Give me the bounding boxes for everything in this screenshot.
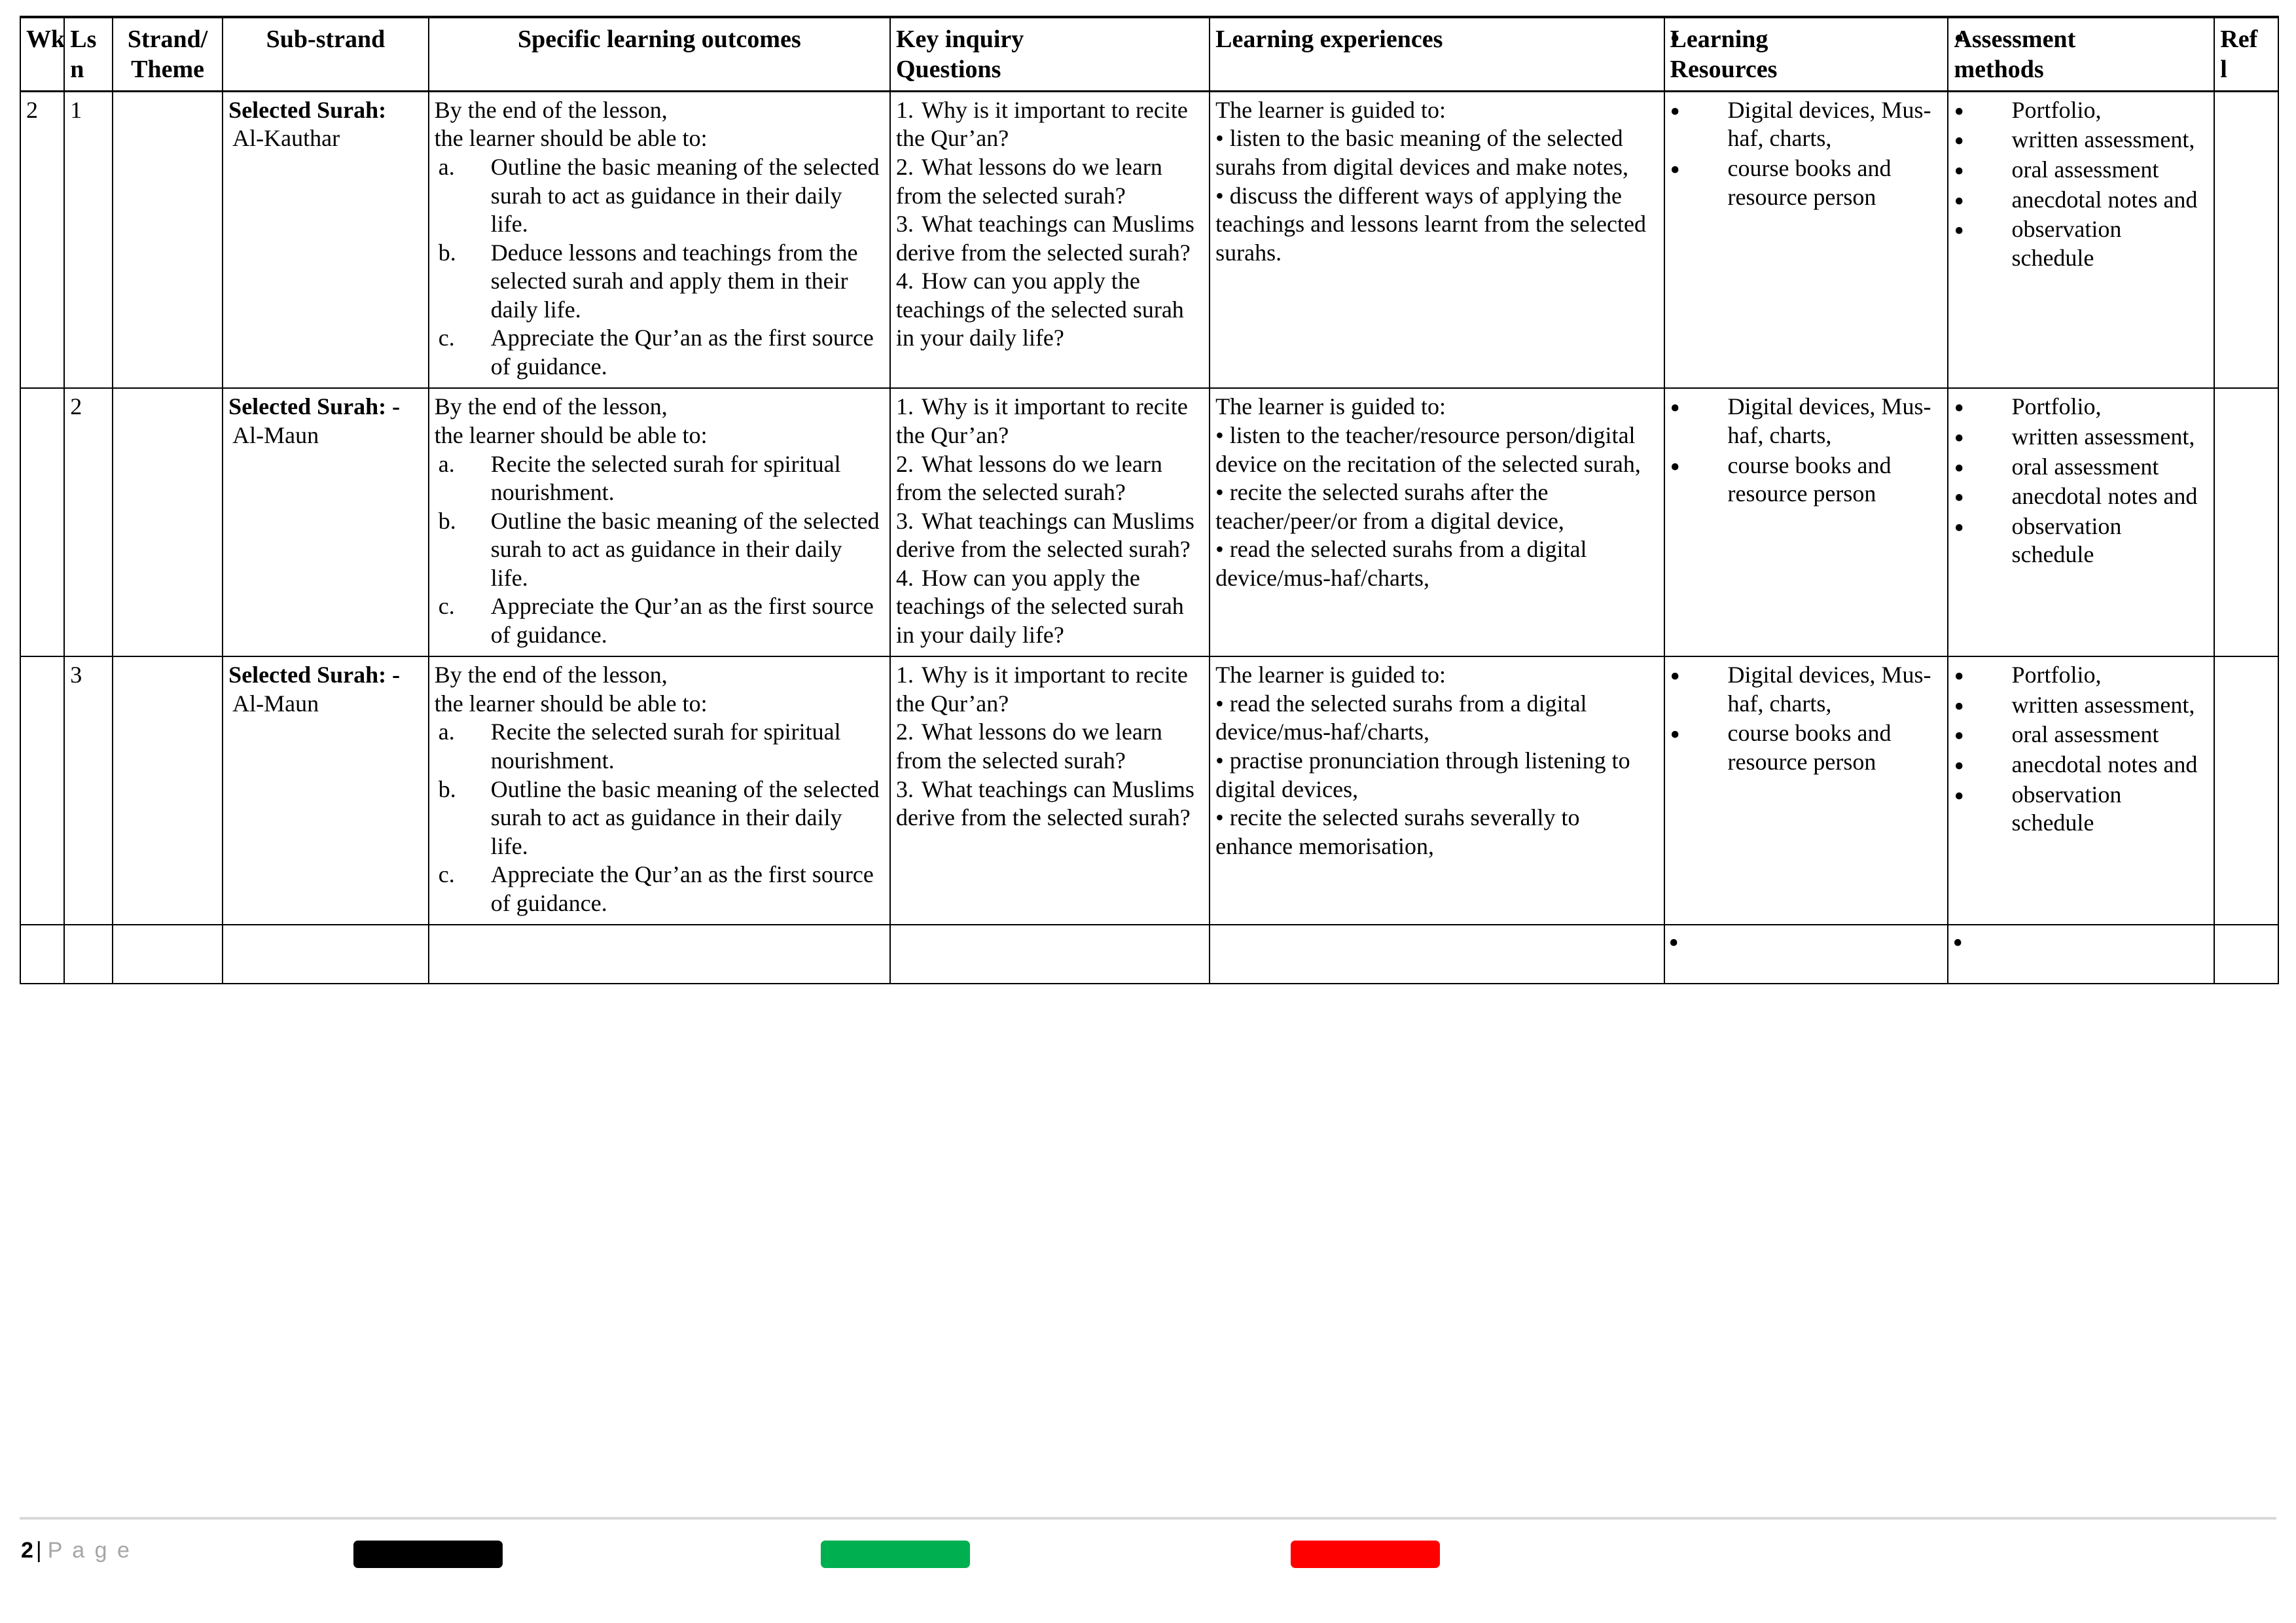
kiq-item — [896, 267, 1204, 353]
kiq-item-marker: 1. — [895, 393, 914, 420]
table-body — [20, 91, 2278, 984]
column-header-ref — [2214, 17, 2278, 91]
column-header-asm-line2: methods — [1954, 55, 2044, 83]
lesson-value: 3 — [70, 662, 82, 688]
slo-list — [435, 450, 884, 650]
red-swatch — [1291, 1541, 1440, 1568]
sub-strand-name: Al-Maun — [232, 690, 319, 717]
kiq-item — [896, 450, 1204, 507]
column-header-strand-line2: Theme — [131, 55, 205, 83]
slo-item-marker: b. — [438, 776, 456, 802]
column-header-asm-line1: Assessment — [1954, 26, 2076, 53]
kiq-item — [896, 507, 1204, 564]
kiq-item-marker: 4. — [895, 268, 914, 294]
slo-item-text: Appreciate the Qur’an as the first source of guidance. — [490, 593, 874, 648]
slo-list — [435, 718, 884, 918]
asm-item: • oral assessment — [1954, 721, 2208, 749]
cell-week — [20, 91, 64, 388]
slo-item-marker: c. — [438, 861, 455, 888]
table-row — [20, 91, 2278, 388]
lres-list — [1670, 661, 1943, 776]
asm-item: • observation schedule — [1954, 215, 2208, 272]
cell-key-inquiry-questions — [890, 91, 1210, 388]
cell-key-inquiry-questions — [890, 925, 1210, 984]
cell-specific-learning-outcomes — [429, 656, 890, 925]
lex-list — [1215, 421, 1658, 592]
lres-item: • Digital devices, Mus-haf, charts, — [1670, 96, 1943, 153]
lex-item: • recite the selected surahs after the teacher/peer/or from a digital device, — [1215, 479, 1564, 534]
cell-lesson — [64, 925, 113, 984]
lex-lead: The learner is guided to: — [1215, 662, 1446, 688]
footer-divider — [20, 1517, 2276, 1520]
lres-item: • Digital devices, Mus-haf, charts, — [1670, 661, 1943, 718]
lres-item: • Digital devices, Mus-haf, charts, — [1670, 393, 1943, 450]
cell-strand — [113, 925, 223, 984]
column-header-lesson — [64, 17, 113, 91]
table-row — [20, 656, 2278, 925]
cell-week — [20, 656, 64, 925]
kiq-item-text: What lessons do we learn from the selected surah? — [895, 450, 1162, 506]
column-header-kiq-line2: Questions — [895, 55, 1001, 83]
cell-ref — [2214, 925, 2278, 984]
column-header-wk — [20, 17, 64, 91]
slo-item — [435, 718, 884, 775]
sub-strand-name: Al-Kauthar — [232, 125, 340, 152]
slo-item-marker: c. — [438, 593, 455, 620]
cell-lesson — [64, 388, 113, 656]
asm-item: • observation schedule — [1954, 781, 2208, 838]
lex-item: • practise pronunciation through listening to digital devices, — [1215, 747, 1630, 802]
slo-item — [435, 507, 884, 593]
lres-item: • course books and resource person — [1670, 452, 1943, 508]
slo-item-text: Deduce lessons and teachings from the selected surah and apply them in their daily life. — [490, 239, 858, 323]
cell-strand — [113, 91, 223, 388]
slo-item-marker: c. — [438, 325, 455, 351]
kiq-item-marker: 3. — [895, 507, 914, 534]
slo-lead-line2: the learner should be able to: — [434, 125, 708, 152]
slo-item-marker: b. — [438, 507, 456, 534]
sub-strand-title: Selected Surah: — [228, 96, 387, 123]
lex-list — [1215, 124, 1658, 267]
lres-list — [1670, 96, 1943, 211]
asm-item: • observation schedule — [1954, 512, 2208, 569]
kiq-item-text: What teachings can Muslims derive from the selected surah? — [895, 507, 1194, 563]
column-header-strand-line1: Strand/ — [127, 26, 208, 53]
column-header-key-inquiry-questions — [890, 17, 1210, 91]
kiq-item-text: Why is it important to recite the Qur’an? — [895, 393, 1188, 448]
slo-item — [435, 324, 884, 381]
lesson-value: 1 — [70, 96, 82, 123]
slo-lead-line1: By the end of the lesson, — [434, 393, 668, 420]
column-header-learning-experiences — [1210, 17, 1664, 91]
slo-item-marker: b. — [438, 239, 456, 266]
cell-assessment-methods — [1948, 388, 2214, 656]
lex-item: • discuss the different ways of applying the teachings and lessons learnt from the selected surahs. — [1215, 182, 1646, 266]
asm-item: • Portfolio, — [1954, 393, 2208, 421]
page-number-indicator — [21, 1538, 132, 1563]
cell-sub-strand — [223, 91, 429, 388]
kiq-item-text: What teachings can Muslims derive from the selected surah? — [895, 776, 1194, 831]
asm-item: • Portfolio, — [1954, 661, 2208, 690]
asm-list — [1954, 661, 2208, 837]
sub-strand-name: Al-Maun — [232, 421, 319, 448]
slo-item-marker: a. — [438, 450, 455, 477]
kiq-item — [896, 564, 1204, 650]
kiq-item — [896, 210, 1204, 267]
slo-item-marker: a. — [438, 154, 455, 181]
header-row — [20, 17, 2278, 91]
cell-learning-experiences — [1210, 925, 1664, 984]
kiq-item-text: How can you apply the teachings of the selected surah in your daily life? — [895, 268, 1184, 351]
kiq-list — [896, 96, 1204, 353]
slo-item — [435, 776, 884, 861]
cell-learning-resources-bullet — [1664, 925, 1948, 984]
page-number-separator: | — [35, 1538, 44, 1563]
cell-specific-learning-outcomes — [429, 388, 890, 656]
kiq-item-marker: 3. — [895, 776, 914, 802]
column-header-ref-line2: l — [2220, 55, 2227, 83]
cell-key-inquiry-questions — [890, 388, 1210, 656]
kiq-item-marker: 1. — [895, 662, 914, 688]
column-header-slo-label: Specific learning outcomes — [518, 26, 801, 53]
kiq-item — [896, 96, 1204, 153]
lex-lead: The learner is guided to: — [1215, 393, 1446, 420]
column-header-lres-line1: Learning — [1670, 26, 1768, 53]
slo-item — [435, 239, 884, 325]
kiq-item-text: How can you apply the teachings of the selected surah in your daily life? — [895, 564, 1184, 648]
kiq-item — [896, 776, 1204, 832]
lex-lead: The learner is guided to: — [1215, 96, 1446, 123]
cell-learning-experiences — [1210, 656, 1664, 925]
green-swatch — [821, 1541, 970, 1568]
asm-list — [1954, 96, 2208, 272]
asm-list — [1954, 393, 2208, 569]
cell-strand — [113, 388, 223, 656]
column-header-kiq-line1: Key inquiry — [895, 26, 1024, 53]
lex-item: • listen to the basic meaning of the selected surahs from digital devices and make notes, — [1215, 125, 1628, 181]
lex-item: • read the selected surahs from a digital device/mus-haf/charts, — [1215, 690, 1587, 745]
asm-item: • Portfolio, — [1954, 96, 2208, 125]
kiq-item-marker: 4. — [895, 564, 914, 591]
lex-item: • read the selected surahs from a digital device/mus-haf/charts, — [1215, 536, 1587, 591]
table-header — [20, 17, 2278, 91]
asm-item: • anecdotal notes and — [1954, 186, 2208, 215]
slo-lead-line2: the learner should be able to: — [434, 421, 708, 448]
column-header-lesson-line1: Ls — [70, 26, 97, 53]
lex-list — [1215, 690, 1658, 861]
kiq-item — [896, 718, 1204, 775]
slo-lead-line1: By the end of the lesson, — [434, 96, 668, 123]
cell-sub-strand — [223, 656, 429, 925]
asm-item: • written assessment, — [1954, 126, 2208, 154]
page-footer — [0, 1517, 2296, 1623]
kiq-item — [896, 393, 1204, 450]
column-header-lesson-line2: n — [70, 55, 84, 83]
slo-list — [435, 153, 884, 381]
slo-item — [435, 592, 884, 649]
lres-item: • course books and resource person — [1670, 719, 1943, 776]
cell-learning-resources — [1664, 91, 1948, 388]
cell-assessment-methods-bullet — [1948, 925, 2214, 984]
lres-item: • course books and resource person — [1670, 154, 1943, 211]
scheme-of-work-table — [20, 16, 2279, 984]
cell-assessment-methods — [1948, 656, 2214, 925]
lres-list — [1670, 393, 1943, 508]
column-header-wk-label: Wk — [26, 26, 65, 53]
cell-key-inquiry-questions — [890, 656, 1210, 925]
asm-item: • written assessment, — [1954, 423, 2208, 452]
cell-week — [20, 925, 64, 984]
asm-item: • anecdotal notes and — [1954, 482, 2208, 511]
black-swatch — [353, 1541, 503, 1568]
asm-item: • oral assessment — [1954, 453, 2208, 482]
cell-ref — [2214, 656, 2278, 925]
column-header-ref-line1: Ref — [2220, 26, 2258, 53]
slo-item — [435, 153, 884, 239]
asm-item: • oral assessment — [1954, 156, 2208, 185]
slo-lead-line1: By the end of the lesson, — [434, 662, 668, 688]
kiq-item-marker: 2. — [895, 450, 914, 477]
cell-specific-learning-outcomes — [429, 91, 890, 388]
sub-strand-title: Selected Surah: - — [228, 662, 401, 688]
cell-strand — [113, 656, 223, 925]
page-word-label: P a g e — [47, 1538, 132, 1563]
slo-item-text: Outline the basic meaning of the selected surah to act as guidance in their daily life. — [490, 776, 880, 859]
cell-learning-experiences — [1210, 388, 1664, 656]
lesson-value: 2 — [70, 393, 82, 420]
cell-ref — [2214, 91, 2278, 388]
cell-sub-strand — [223, 388, 429, 656]
slo-item — [435, 861, 884, 918]
slo-lead-line2: the learner should be able to: — [434, 690, 708, 717]
table-row-empty — [20, 925, 2278, 984]
slo-item — [435, 450, 884, 507]
slo-item-text: Appreciate the Qur’an as the first source of guidance. — [490, 861, 874, 916]
slo-item-text: Outline the basic meaning of the selected surah to act as guidance in their daily life. — [490, 154, 880, 238]
column-header-sub-strand — [223, 17, 429, 91]
week-value: 2 — [26, 96, 38, 123]
slo-item-text: Appreciate the Qur’an as the first source of guidance. — [490, 325, 874, 380]
cell-assessment-methods — [1948, 91, 2214, 388]
kiq-item-marker: 2. — [895, 154, 914, 181]
cell-ref — [2214, 388, 2278, 656]
cell-learning-resources — [1664, 388, 1948, 656]
asm-item: • anecdotal notes and — [1954, 751, 2208, 779]
column-header-specific-learning-outcomes — [429, 17, 890, 91]
slo-item-text: Recite the selected surah for spiritual nourishment. — [490, 450, 841, 506]
kiq-list — [896, 661, 1204, 832]
kiq-item — [896, 661, 1204, 718]
column-header-strand — [113, 17, 223, 91]
kiq-item — [896, 153, 1204, 210]
cell-lesson — [64, 656, 113, 925]
table-row — [20, 388, 2278, 656]
page-number-value: 2 — [21, 1538, 33, 1563]
lex-item: • recite the selected surahs severally to enhance memorisation, — [1215, 804, 1580, 859]
kiq-item-text: What lessons do we learn from the selected surah? — [895, 154, 1162, 209]
kiq-item-text: What teachings can Muslims derive from the selected surah? — [895, 211, 1194, 266]
lex-item: • listen to the teacher/resource person/digital device on the recitation of the selected surah, — [1215, 421, 1641, 477]
cell-lesson — [64, 91, 113, 388]
column-header-assessment-methods — [1948, 17, 2214, 91]
cell-week — [20, 388, 64, 656]
column-header-lres-line2: Resources — [1670, 55, 1778, 83]
kiq-item-marker: 2. — [895, 719, 914, 745]
asm-item: • written assessment, — [1954, 691, 2208, 720]
cell-learning-experiences — [1210, 91, 1664, 388]
kiq-item-text: Why is it important to recite the Qur’an? — [895, 96, 1188, 152]
column-header-lex-label: Learning experiences — [1215, 26, 1443, 53]
cell-specific-learning-outcomes — [429, 925, 890, 984]
kiq-item-text: Why is it important to recite the Qur’an? — [895, 662, 1188, 717]
sub-strand-title: Selected Surah: - — [228, 393, 401, 420]
kiq-item-marker: 3. — [895, 211, 914, 238]
kiq-item-marker: 1. — [895, 96, 914, 123]
slo-item-marker: a. — [438, 719, 455, 745]
cell-learning-resources — [1664, 656, 1948, 925]
slo-item-text: Outline the basic meaning of the selected surah to act as guidance in their daily life. — [490, 507, 880, 591]
slo-item-text: Recite the selected surah for spiritual nourishment. — [490, 719, 841, 774]
kiq-item-text: What lessons do we learn from the selected surah? — [895, 719, 1162, 774]
column-header-sub-strand-label: Sub-strand — [266, 26, 386, 53]
kiq-list — [896, 393, 1204, 649]
column-header-learning-resources — [1664, 17, 1948, 91]
cell-sub-strand — [223, 925, 429, 984]
